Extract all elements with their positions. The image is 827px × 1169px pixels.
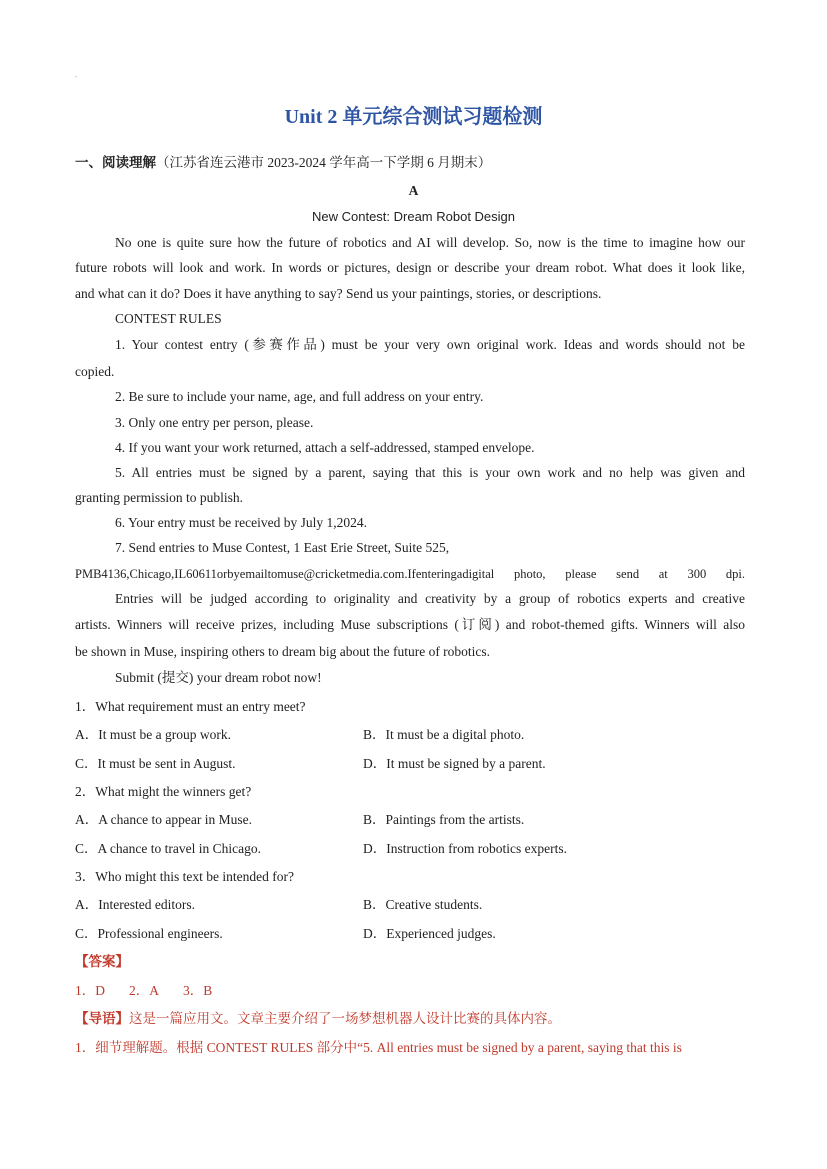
intro-line: No one is quite sure how the future of robotics and AI will develop. So, now is the time to imagine how our bbox=[115, 235, 745, 250]
question-option: B．Paintings from the artists. bbox=[363, 812, 525, 827]
guide-text: 这是一篇应用文。文章主要介绍了一场梦想机器人设计比赛的具体内容。 bbox=[129, 1011, 561, 1026]
rule-item: 6. Your entry must be received by July 1,2024. bbox=[115, 515, 367, 530]
passage-heading: New Contest: Dream Robot Design bbox=[311, 209, 516, 224]
question-stem: 1．What requirement must an entry meet? bbox=[75, 699, 306, 714]
rule-item: 5. All entries must be signed by a parent, saying that this is your own work and no help was given and bbox=[115, 465, 745, 480]
rule-item: 2. Be sure to include your name, age, and full address on your entry. bbox=[115, 389, 484, 404]
rule-item: 1. Your contest entry (参赛作品) must be your very own original work. Ideas and words should not be bbox=[115, 337, 745, 352]
question-option: A．It must be a group work. bbox=[75, 727, 231, 742]
explanation-line: 1．细节理解题。根据 CONTEST RULES 部分中“5. All entries must be signed by a parent, saying that this is bbox=[75, 1040, 682, 1055]
answer-list bbox=[75, 982, 236, 1000]
rule-item-cont: PMB4136,Chicago,IL60611orbyemailtomuse@cricketmedia.com.Ifenteringadigital photo, please send at 300 dpi. bbox=[75, 567, 745, 581]
rule-item: 3. Only one entry per person, please. bbox=[115, 415, 314, 430]
rule-item: 4. If you want your work returned, attach a self-addressed, stamped envelope. bbox=[115, 440, 535, 455]
question-option: B．Creative students. bbox=[363, 897, 483, 912]
question-option: D．Instruction from robotics experts. bbox=[363, 841, 567, 856]
question-stem: 2．What might the winners get? bbox=[75, 784, 252, 799]
closing-line: Submit (提交) your dream robot now! bbox=[115, 670, 322, 685]
header-mark: . bbox=[75, 70, 77, 79]
answer-item: 1．D bbox=[75, 983, 105, 998]
rule-item-cont: granting permission to publish. bbox=[75, 490, 243, 505]
page-title: Unit 2 单元综合测试习题检测 bbox=[284, 106, 543, 128]
judging-line: Entries will be judged according to originality and creativity by a group of robotics experts and creative bbox=[115, 591, 745, 606]
passage-letter: A bbox=[408, 183, 419, 198]
intro-line: and what can it do? Does it have anything to say? Send us your paintings, stories, or descriptions. bbox=[75, 286, 602, 301]
guide-line bbox=[75, 1010, 561, 1028]
question-option: C．It must be sent in August. bbox=[75, 756, 236, 771]
question-option: A．A chance to appear in Muse. bbox=[75, 812, 252, 827]
answer-label: 【答案】 bbox=[75, 954, 129, 969]
question-option: D．It must be signed by a parent. bbox=[363, 756, 546, 771]
question-option: A．Interested editors. bbox=[75, 897, 195, 912]
rule-item-cont: copied. bbox=[75, 364, 115, 379]
section-source: （江苏省连云港市 2023-2024 学年高一下学期 6 月期末） bbox=[156, 155, 492, 170]
question-stem: 3．Who might this text be intended for? bbox=[75, 869, 294, 884]
rules-title: CONTEST RULES bbox=[115, 311, 222, 326]
question-option: C．Professional engineers. bbox=[75, 926, 223, 941]
judging-line: artists. Winners will receive prizes, including Muse subscriptions (订阅) and robot-themed gifts. Winners will also bbox=[75, 617, 745, 632]
answer-item: 2．A bbox=[129, 983, 159, 998]
rule-item: 7. Send entries to Muse Contest, 1 East Erie Street, Suite 525, bbox=[115, 540, 450, 555]
section-label: 一、阅读理解 bbox=[75, 155, 156, 170]
section-heading bbox=[75, 151, 491, 171]
guide-label: 【导语】 bbox=[75, 1011, 129, 1026]
judging-line: be shown in Muse, inspiring others to dream big about the future of robotics. bbox=[75, 644, 491, 659]
question-option: B．It must be a digital photo. bbox=[363, 727, 525, 742]
intro-line: future robots will look and work. In words or pictures, design or describe your dream robot. What does it look like, bbox=[75, 260, 745, 275]
answer-item: 3．B bbox=[183, 983, 213, 998]
question-option: C．A chance to travel in Chicago. bbox=[75, 841, 261, 856]
question-option: D．Experienced judges. bbox=[363, 926, 496, 941]
